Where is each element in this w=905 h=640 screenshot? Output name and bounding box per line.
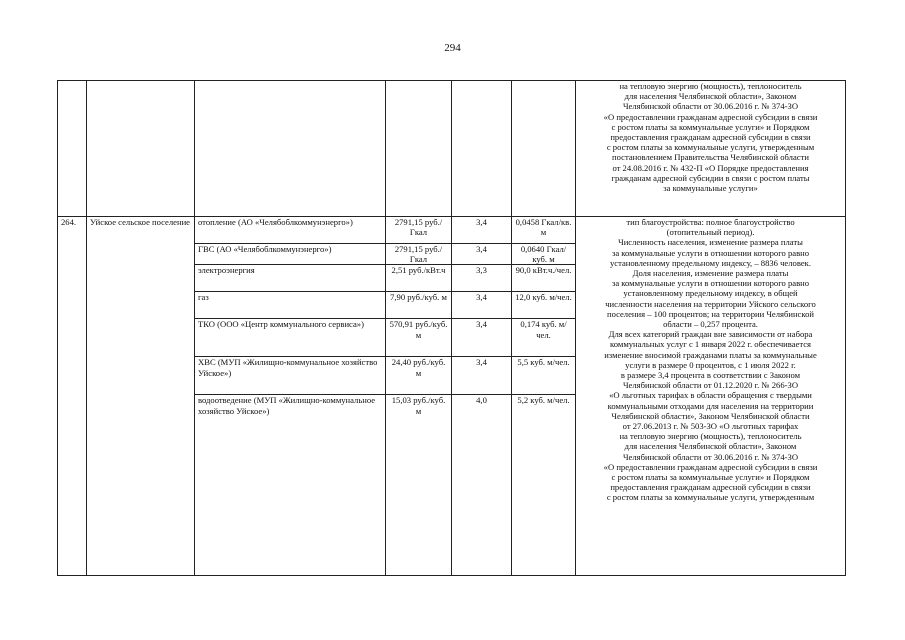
- description-line: численности населения на территории Уйского сельского: [605, 298, 816, 309]
- service-increase: 3,4: [452, 292, 512, 319]
- cell-increase: [452, 81, 512, 217]
- description-line: тип благоустройства: полное благоустройство: [626, 217, 795, 227]
- description-line: «О предоставлении гражданам адресной субсидии в связи: [603, 461, 818, 472]
- entry-municipality: Уйское сельское поселение: [87, 217, 195, 576]
- service-tariff: 2791,15 руб./Гкал: [386, 244, 452, 265]
- service-row: [58, 217, 846, 244]
- service-norm: 5,2 куб. м/чел.: [512, 395, 576, 576]
- service-tariff: 24,40 руб./куб. м: [386, 357, 452, 395]
- description-line: установленному предельному индексу, – 8836 человек.: [610, 257, 811, 268]
- service-increase: 3,4: [452, 244, 512, 265]
- description-line: с ростом платы за коммунальные услуги» и Порядком: [611, 121, 810, 132]
- page-number: 294: [444, 42, 461, 54]
- entry-description: [576, 217, 846, 576]
- description-line: за коммунальные услуги в отношении которого равно: [611, 247, 810, 258]
- description-line: Для всех категорий граждан вне зависимости от набора: [608, 329, 813, 340]
- description-line: Челябинской области», Законом Челябинской области: [611, 410, 810, 421]
- description-line: Челябинской области от 30.06.2016 г. № 374-ЗО: [622, 101, 799, 112]
- description-line: Челябинской области от 01.12.2020 г. № 266-ЗО: [622, 380, 799, 391]
- cell-service: [195, 81, 386, 217]
- description-line: «О предоставлении гражданам адресной субсидии в связи: [603, 111, 818, 122]
- service-tariff: 570,91 руб./куб. м: [386, 319, 452, 357]
- service-increase: 3,4: [452, 217, 512, 244]
- description-line: коммунальных услуг с 1 января 2022 г. обеспечивается: [610, 339, 811, 350]
- description-line: от 27.06.2013 г. № 503-ЗО «О льготных тарифах: [622, 421, 799, 432]
- description-line: за коммунальные услуги»: [663, 183, 758, 194]
- cell-description: [576, 81, 846, 217]
- description-line: предоставления гражданам адресной субсидии в связи: [610, 482, 811, 493]
- cell-norm: [512, 81, 576, 217]
- description-line: с ростом платы за коммунальные услуги, утвержденным: [606, 142, 815, 153]
- description-line: коммунальными отходами для населения на территории: [607, 400, 814, 411]
- service-tariff: 2,51 руб./кВт.ч: [386, 265, 452, 292]
- service-norm: 0,0640 Гкал/куб. м: [512, 244, 576, 265]
- description-line: для населения Челябинской области», Законом: [624, 91, 797, 102]
- service-norm: 90,0 кВт.ч./чел.: [512, 265, 576, 292]
- service-increase: 3,4: [452, 319, 512, 357]
- service-name: водоотведение (МУП «Жилищно-коммунальное хозяйство Уйское»): [195, 395, 386, 576]
- description-line: Численность населения, изменение размера платы: [618, 237, 803, 248]
- service-tariff: 15,03 руб./куб. м: [386, 395, 452, 576]
- service-norm: 0,174 куб. м/чел.: [512, 319, 576, 357]
- service-norm: 0,0458 Гкал/кв. м: [512, 217, 576, 244]
- service-tariff: 7,90 руб./куб. м: [386, 292, 452, 319]
- service-name: ГВС (АО «Челябоблкоммунэнерго»): [195, 244, 386, 265]
- service-increase: 3,3: [452, 265, 512, 292]
- service-name: ХВС (МУП «Жилищно-коммунальное хозяйство Уйское»): [195, 357, 386, 395]
- description-line: гражданам адресной субсидии в связи с ростом платы: [611, 172, 810, 183]
- service-name: отопление (АО «Челябоблкоммунэнерго»): [195, 217, 386, 244]
- continued-row: [58, 81, 846, 217]
- description-line: установленному предельному индексу, в общей: [623, 288, 798, 299]
- cell-municipality: [87, 81, 195, 217]
- description-line: области – 0,257 процента.: [663, 319, 758, 330]
- description-line: на тепловую энергию (мощность), теплоноситель: [619, 431, 802, 442]
- service-tariff: 2791,15 руб./Гкал: [386, 217, 452, 244]
- service-name: электроэнергия: [195, 265, 386, 292]
- cell-tariff: [386, 81, 452, 217]
- description-line: «О льготных тарифах в области обращения с твердыми: [609, 390, 812, 401]
- description-line: для населения Челябинской области», Законом: [624, 441, 797, 452]
- description-line: услуги в размере 0 процентов, с 1 июля 2022 г.: [625, 359, 796, 370]
- description-line: Доля населения, изменение размера платы: [632, 268, 789, 279]
- description-line: на тепловую энергию (мощность), теплоноситель: [619, 81, 802, 91]
- service-increase: 4,0: [452, 395, 512, 576]
- description-line: предоставления гражданам адресной субсидии в связи: [610, 132, 811, 143]
- service-norm: 5,5 куб. м/чел.: [512, 357, 576, 395]
- service-increase: 3,4: [452, 357, 512, 395]
- description-line: с ростом платы за коммунальные услуги, утвержденным: [606, 492, 815, 503]
- description-line: от 24.08.2016 г. № 432-П «О Порядке предоставления: [612, 162, 809, 173]
- description-line: Челябинской области от 30.06.2016 г. № 374-ЗО: [622, 451, 799, 462]
- description-line: за коммунальные услуги в отношении которого равно: [611, 278, 810, 289]
- entry-number: 264.: [58, 217, 87, 576]
- cell-number: [58, 81, 87, 217]
- tariff-table: [57, 80, 846, 576]
- service-name: газ: [195, 292, 386, 319]
- description-line: изменение вносимой гражданами платы за коммунальные: [604, 349, 817, 360]
- description-line: постановлением Правительства Челябинской области: [612, 152, 809, 163]
- service-name: ТКО (ООО «Центр коммунального сервиса»): [195, 319, 386, 357]
- description-line: поселения – 100 процентов; на территории Челябинской: [606, 308, 815, 319]
- description-line: в размере 3,4 процента в соответствии с Законом: [620, 370, 801, 381]
- description-line: (отопительный период).: [666, 227, 755, 238]
- service-norm: 12,0 куб. м/чел.: [512, 292, 576, 319]
- description-line: с ростом платы за коммунальные услуги» и Порядком: [611, 472, 810, 483]
